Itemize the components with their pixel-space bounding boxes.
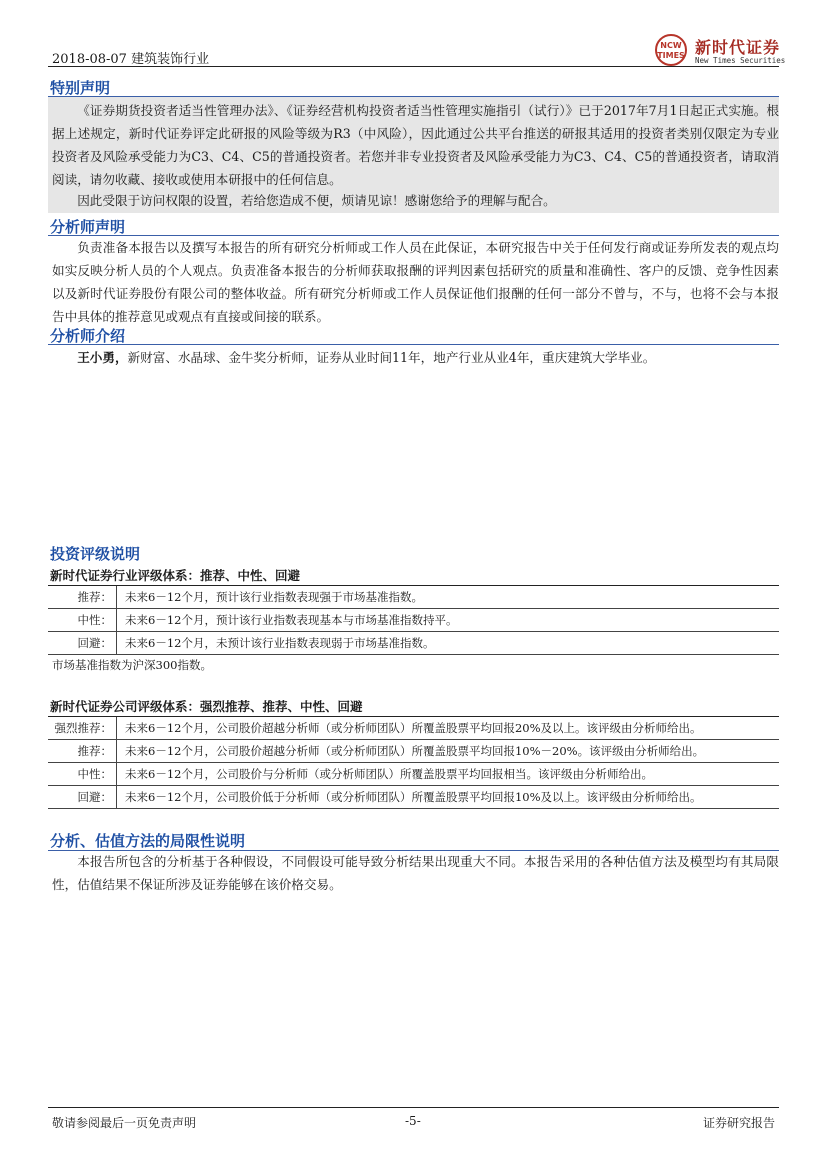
logo-mark-icon: NCW TIMES <box>655 34 687 66</box>
rating-description: 未来6－12个月，未预计该行业指数表现弱于市场基准指数。 <box>117 632 780 655</box>
table-row <box>48 609 779 632</box>
special-statement-paragraph-1: 《证券期货投资者适当性管理办法》、《证券经营机构投资者适当性管理实施指引（试行）》已于2017年7月1日起正式实施。根据上述规定，新时代证券评定此研报的风险等级为R3（中风险），因此通过公共平台推送的研报其适用的投资者类别仅限定为专业投资者及风险承受能力为C3、C4、C5的普通投资者。若您并非专业投资者及风险承受能力为C3、C4、C5的普通投资者，请取消阅读，请勿收藏、接收或使用本研报中的任何信息。 <box>52 103 779 187</box>
analyst-intro-rule <box>48 344 779 345</box>
special-statement-paragraph-2: 因此受限于访问权限的设置，若给您造成不便，烦请见谅！感谢您给予的理解与配合。 <box>77 193 556 208</box>
benchmark-note: 市场基准指数为沪深300指数。 <box>52 658 212 672</box>
limitations-heading: 分析、估值方法的局限性说明 <box>50 832 246 850</box>
table-row <box>48 740 779 763</box>
limitations-paragraph: 本报告所包含的分析基于各种假设，不同假设可能导致分析结果出现重大不同。本报告采用的各种估值方法及模型均有其局限性，估值结果不保证所涉及证券能够在该价格交易。 <box>52 854 779 892</box>
company-rating-table <box>48 717 779 809</box>
logo-english-name: New Times Securities <box>695 56 786 65</box>
rating-label: 推荐： <box>48 740 117 763</box>
analyst-intro-heading: 分析师介绍 <box>50 327 126 345</box>
rating-label: 中性： <box>48 609 117 632</box>
analyst-bio: 新财富、水晶球、金牛奖分析师，证券从业时间11年，地产行业从业4年，重庆建筑大学毕业。 <box>127 350 656 365</box>
industry-rating-table <box>48 586 779 655</box>
table-row <box>48 763 779 786</box>
footer-report-type: 证券研究报告 <box>702 1116 775 1130</box>
table-row <box>48 786 779 809</box>
page-number: -5- <box>405 1114 421 1128</box>
industry-rating-title: 新时代证券行业评级体系：推荐、中性、回避 <box>50 568 301 583</box>
rating-description: 未来6－12个月，预计该行业指数表现强于市场基准指数。 <box>117 586 780 609</box>
rating-description: 未来6－12个月，公司股价低于分析师（或分析师团队）所覆盖股票平均回报10%及以上。该评级由分析师给出。 <box>117 786 780 809</box>
rating-label: 回避： <box>48 632 117 655</box>
analyst-statement-paragraph: 负责准备本报告以及撰写本报告的所有研究分析师或工作人员在此保证，本研究报告中关于任何发行商或证券所发表的观点均如实反映分析人员的个人观点。负责准备本报告的分析师获取报酬的评判因素包括研究的质量和准确性、客户的反馈、竞争性因素以及新时代证券股份有限公司的整体收益。所有研究分析师或工作人员保证他们报酬的任何一部分不曾与，不与，也将不会与本报告中具体的推荐意见或观点有直接或间接的联系。 <box>52 240 779 324</box>
rating-label: 中性： <box>48 763 117 786</box>
analyst-name: 王小勇， <box>77 350 128 365</box>
rating-label: 回避： <box>48 786 117 809</box>
table-row <box>48 717 779 740</box>
company-rating-title: 新时代证券公司评级体系：强烈推荐、推荐、中性、回避 <box>50 699 363 714</box>
rating-description: 未来6－12个月，预计该行业指数表现基本与市场基准指数持平。 <box>117 609 780 632</box>
footer-disclaimer-note: 敬请参阅最后一页免责声明 <box>52 1116 197 1130</box>
analyst-intro-paragraph <box>52 346 779 369</box>
rating-label: 强烈推荐： <box>48 717 117 740</box>
rating-description: 未来6－12个月，公司股价与分析师（或分析师团队）所覆盖股票平均回报相当。该评级由分析师给出。 <box>117 763 780 786</box>
header-date-industry: 2018-08-07 建筑装饰行业 <box>52 52 210 67</box>
company-logo <box>655 34 786 68</box>
rating-label: 推荐： <box>48 586 117 609</box>
rating-description: 未来6－12个月，公司股价超越分析师（或分析师团队）所覆盖股票平均回报10%－20%。该评级由分析师给出。 <box>117 740 780 763</box>
special-statement-heading: 特别声明 <box>50 79 111 97</box>
table-row <box>48 632 779 655</box>
footer-divider <box>48 1107 779 1108</box>
analyst-statement-heading: 分析师声明 <box>50 218 126 236</box>
rating-heading: 投资评级说明 <box>50 545 141 563</box>
table-row <box>48 586 779 609</box>
logo-chinese-name: 新时代证券 <box>695 38 781 57</box>
header-divider <box>48 66 779 67</box>
rating-description: 未来6－12个月，公司股价超越分析师（或分析师团队）所覆盖股票平均回报20%及以上。该评级由分析师给出。 <box>117 717 780 740</box>
